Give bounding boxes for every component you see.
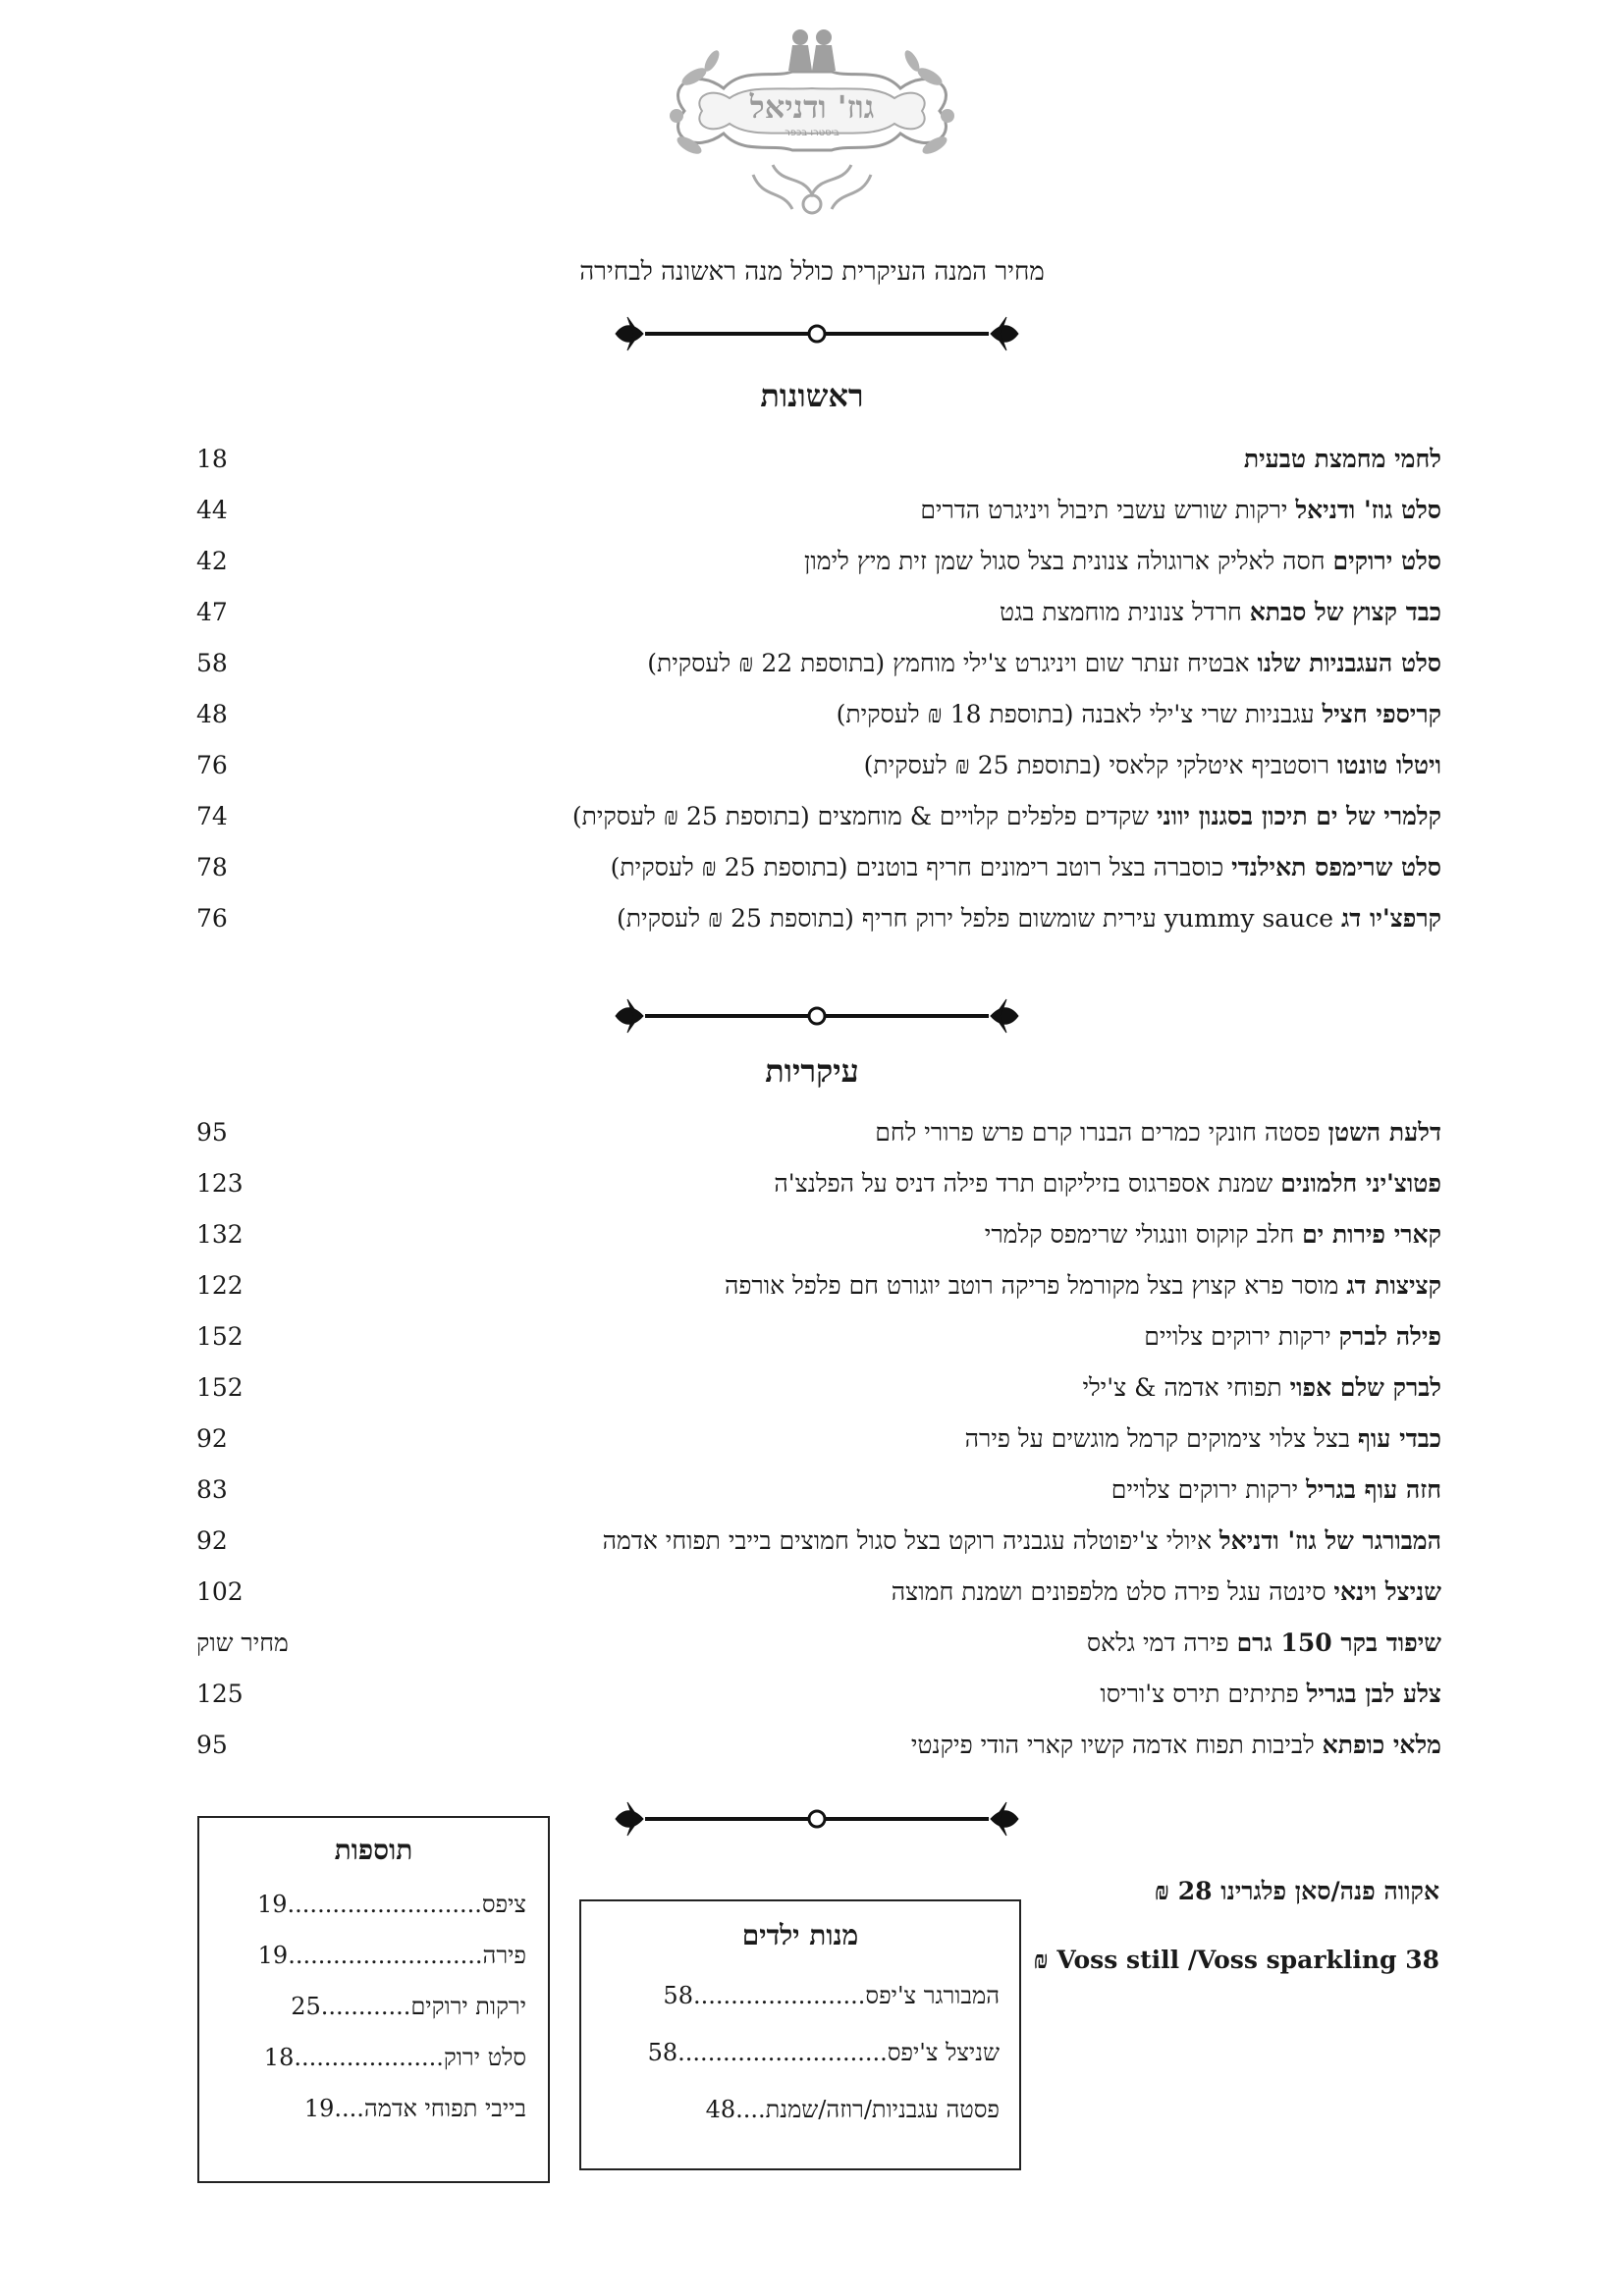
ornamental-divider <box>606 309 1028 358</box>
item-name: כבדי עוף <box>1357 1424 1441 1453</box>
item-name: צלע לבן בגריל <box>1306 1680 1441 1708</box>
main-item <box>196 1470 1441 1510</box>
logo-tagline: ביסטרו בכפר <box>785 128 839 138</box>
item-desc: בצל צלוי צימוקים קרמל מוגשים על פירה <box>964 1424 1350 1453</box>
starter-item <box>196 899 1441 938</box>
item-desc: חרדל צנונית מוחמצת בגט <box>1000 598 1242 626</box>
item-desc: פירה דמי גלאס <box>1086 1629 1229 1657</box>
item-price: 95 <box>196 1731 228 1759</box>
item-name: קלמרי של ים תיכון בסגנון יווני <box>1156 802 1441 830</box>
item-price: 76 <box>196 751 228 779</box>
main-item <box>196 1419 1441 1459</box>
item-name: לחמי מחמצת טבעית <box>1243 445 1441 473</box>
kids-item: שניצל צ'יפס............................58 <box>647 2039 1000 2066</box>
item-price: 102 <box>196 1577 244 1606</box>
item-name: סלט גוז' ודניאל <box>1295 496 1441 524</box>
main-item <box>196 1726 1441 1765</box>
item-name: סלט העגבניות שלנו <box>1257 649 1441 677</box>
starter-item <box>196 746 1441 785</box>
main-item <box>196 1522 1441 1561</box>
item-desc: ירקות ירוקים צלויים <box>1110 1475 1299 1504</box>
logo-name: גוז' ודניאל <box>749 88 875 126</box>
item-name: המבורגר של גוז' ודניאל <box>1218 1526 1441 1555</box>
item-price: 18 <box>196 445 228 473</box>
main-item <box>196 1573 1441 1612</box>
starter-item <box>196 848 1441 887</box>
item-desc: yummy sauce עירית שומשום פלפל ירוק חריף (בתוספת 25 ₪ לעסקית) <box>617 904 1334 933</box>
item-desc: חלב קוקוס וונגולי שרימפס קלמרי <box>984 1220 1295 1249</box>
item-price: 78 <box>196 853 228 881</box>
item-desc: פסטה חונקי כמרים הבנרו קרם פרש פרורי לחם <box>875 1118 1321 1147</box>
item-name: חזה עוף בגריל <box>1306 1475 1441 1504</box>
item-desc: רוסטביף איטלקי קלאסי (בתוספת 25 ₪ לעסקית) <box>863 751 1330 779</box>
main-item <box>196 1266 1441 1306</box>
item-name: מלאי כופתא <box>1322 1731 1441 1759</box>
item-name: כבד קצוץ של סבתא <box>1249 598 1441 626</box>
starter-item <box>196 644 1441 683</box>
item-price: 58 <box>196 649 228 677</box>
main-item <box>196 1215 1441 1255</box>
item-desc: ירקות ירוקים צלויים <box>1144 1322 1331 1351</box>
item-price: מחיר שוק <box>196 1629 289 1657</box>
main-item <box>196 1164 1441 1203</box>
item-desc: כוסברה בצל רוטב רימונים חריף בוטנים (בתוספת 25 ₪ לעסקית) <box>610 853 1224 881</box>
kids-item: המבורגר צ'יפס.......................58 <box>663 1982 1000 2009</box>
item-name: שניצל וינאי <box>1333 1577 1441 1606</box>
kids-item: פסטה עגבניות/רוזה/שמנת....48 <box>705 2096 1000 2123</box>
mains-heading: עיקריות <box>765 1052 859 1090</box>
drink-item: אקווה פנה/סאן פלגרינו 28 ₪ <box>1154 1877 1439 1905</box>
starters-heading: ראשונות <box>760 377 864 414</box>
item-name: פילה לברק <box>1338 1322 1441 1351</box>
item-price: 125 <box>196 1680 244 1708</box>
item-price: 74 <box>196 802 228 830</box>
main-item <box>196 1675 1441 1714</box>
starter-item <box>196 491 1441 530</box>
starter-item <box>196 797 1441 836</box>
ornamental-divider <box>606 1794 1028 1843</box>
item-price: 92 <box>196 1424 228 1453</box>
main-item <box>196 1317 1441 1357</box>
extras-item: בייבי תפוחי אדמה....19 <box>303 2095 526 2122</box>
item-desc: אבטיח זעתר שום ויניגרט צ'ילי מוחמץ (בתוספת 22 ₪ לעסקית) <box>647 649 1250 677</box>
item-desc: ירקות שורש עשבי תיבול ויניגרט הדרים <box>920 496 1288 524</box>
kids-heading: מנות ילדים <box>741 1919 859 1951</box>
item-name: קציצות דג <box>1346 1271 1441 1300</box>
drink-item: Voss still /Voss sparkling 38 ₪ <box>1033 1946 1439 1974</box>
item-price: 123 <box>196 1169 244 1198</box>
item-desc: סינטה עגל פירה סלט מלפפונים ושמנת חמוצה <box>891 1577 1326 1606</box>
extras-item: ציפס..........................19 <box>257 1891 526 1918</box>
starter-item <box>196 695 1441 734</box>
extras-box <box>197 1816 550 2183</box>
item-name: שיפוד בקר 150 גרם <box>1236 1629 1441 1657</box>
item-desc: עגבניות שרי צ'ילי לאבנה (בתוספת 18 ₪ לעסקית) <box>836 700 1315 728</box>
item-price: 42 <box>196 547 228 575</box>
item-price: 44 <box>196 496 228 524</box>
ornamental-divider <box>606 991 1028 1041</box>
kids-box <box>579 1899 1021 2170</box>
starter-item <box>196 440 1441 479</box>
item-price: 122 <box>196 1271 244 1300</box>
extras-item: פירה..........................19 <box>257 1942 526 1969</box>
item-price: 83 <box>196 1475 228 1504</box>
extras-heading: תוספות <box>334 1834 413 1866</box>
starter-item <box>196 593 1441 632</box>
main-item <box>196 1113 1441 1152</box>
item-name: סלט ירוקים <box>1332 547 1441 575</box>
item-name: קארי פירות ים <box>1302 1220 1441 1249</box>
item-desc: תפוחי אדמה & צ'ילי <box>1082 1373 1282 1402</box>
starter-item <box>196 542 1441 581</box>
item-desc: חסה לאליק ארוגולה צנונית בצל סגול שמן זית מיץ לימון <box>804 547 1326 575</box>
item-price: 152 <box>196 1322 244 1351</box>
item-desc: שמנת אספרגוס בזיליקום תרד פילה דניס על הפלנצ'ה <box>774 1169 1273 1198</box>
item-desc: פתיתים תירס צ'וריסו <box>1100 1680 1299 1708</box>
item-price: 76 <box>196 904 228 933</box>
item-price: 47 <box>196 598 228 626</box>
extras-item: סלט ירוק....................18 <box>263 2044 526 2071</box>
item-name: לברק שלם אפוי <box>1289 1373 1441 1402</box>
item-desc: מוסר פרא קצוץ בצל מקורמל פריקה רוטב יוגורט חם פלפל אורפה <box>724 1271 1339 1300</box>
item-price: 152 <box>196 1373 244 1402</box>
item-desc: איולי צ'יפוטלה עגבניה רוקט בצל סגול חמוצים בייבי תפוחי אדמה <box>602 1526 1212 1555</box>
item-name: ויטלו טונטו <box>1337 751 1441 779</box>
item-name: סלט שרימפס תאילנדי <box>1231 853 1441 881</box>
item-desc: שקדים פלפלים קלויים & מוחמצים (בתוספת 25 ₪ לעסקית) <box>571 802 1149 830</box>
subtitle: מחיר המנה העיקרית כולל מנה ראשונה לבחירה <box>579 257 1045 287</box>
item-desc: לביבות תפוח אדמה קשיו קארי הודי פיקנטי <box>910 1731 1315 1759</box>
item-name: קריספי חציל <box>1322 700 1441 728</box>
item-name: דלעת השטן <box>1327 1118 1441 1147</box>
item-price: 95 <box>196 1118 228 1147</box>
item-price: 48 <box>196 700 228 728</box>
main-item <box>196 1624 1441 1663</box>
restaurant-logo <box>655 27 969 224</box>
item-name: קרפצ'יו דג <box>1341 904 1441 933</box>
item-name: פטוצ'יני חלמונים <box>1280 1169 1441 1198</box>
item-price: 132 <box>196 1220 244 1249</box>
extras-item: ירקות ירוקים............25 <box>291 1993 526 2020</box>
item-price: 92 <box>196 1526 228 1555</box>
main-item <box>196 1368 1441 1408</box>
